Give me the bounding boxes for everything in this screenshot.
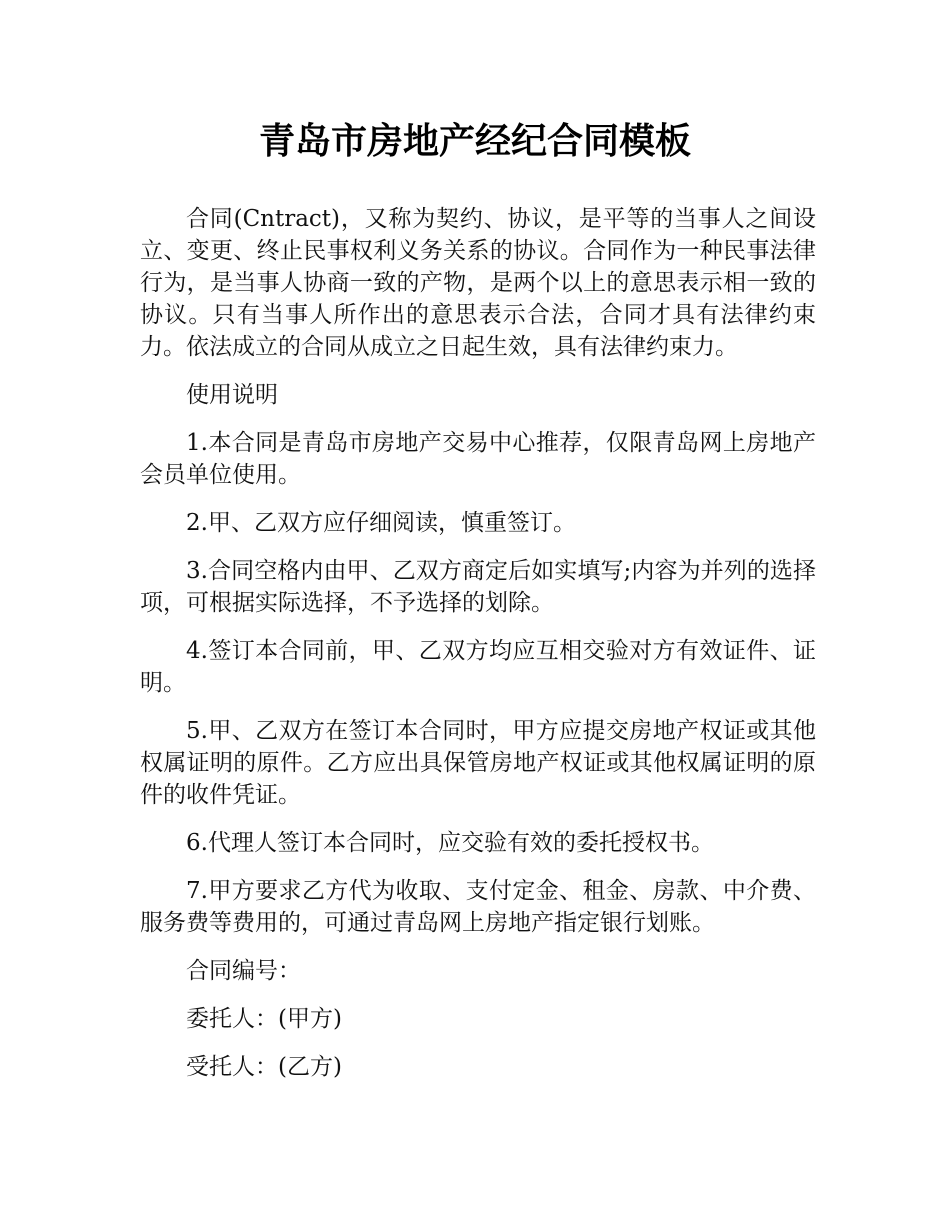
usage-item-7: 7.甲方要求乙方代为收取、支付定金、租金、房款、中介费、服务费等费用的，可通过青岛网上房地产指定银行划账。 — [140, 878, 816, 936]
contract-number-label: 合同编号： — [186, 958, 301, 984]
agent-label: 受托人：(乙方) — [186, 1054, 342, 1080]
document-body — [140, 203, 816, 1099]
usage-item-5: 5.甲、乙双方在签订本合同时，甲方应提交房地产权证或其他权属证明的原件。乙方应出具保管房地产权证或其他权属证明的原件的收件凭证。 — [140, 718, 816, 808]
usage-item-2: 2.甲、乙双方应仔细阅读，慎重签订。 — [186, 510, 576, 536]
intro-paragraph: 合同(Cntract)，又称为契约、协议，是平等的当事人之间设立、变更、终止民事权利义务关系的协议。合同作为一种民事法律行为，是当事人协商一致的产物，是两个以上的意思表示相一致的协议。只有当事人所作出的意思表示合法，合同才具有法律约束力。依法成立的合同从成立之日起生效，具有法律约束力。 — [140, 206, 816, 360]
usage-heading: 使用说明 — [186, 382, 278, 408]
usage-item-6: 6.代理人签订本合同时，应交验有效的委托授权书。 — [186, 830, 714, 856]
usage-item-1: 1.本合同是青岛市房地产交易中心推荐，仅限青岛网上房地产会员单位使用。 — [140, 430, 816, 488]
document-title: 青岛市房地产经纪合同模板 — [258, 121, 691, 162]
usage-item-4: 4.签订本合同前，甲、乙双方均应互相交验对方有效证件、证明。 — [140, 638, 816, 696]
usage-item-3: 3.合同空格内由甲、乙双方商定后如实填写;内容为并列的选择项，可根据实际选择，不予选择的划除。 — [140, 558, 816, 616]
principal-label: 委托人：(甲方) — [186, 1006, 342, 1032]
